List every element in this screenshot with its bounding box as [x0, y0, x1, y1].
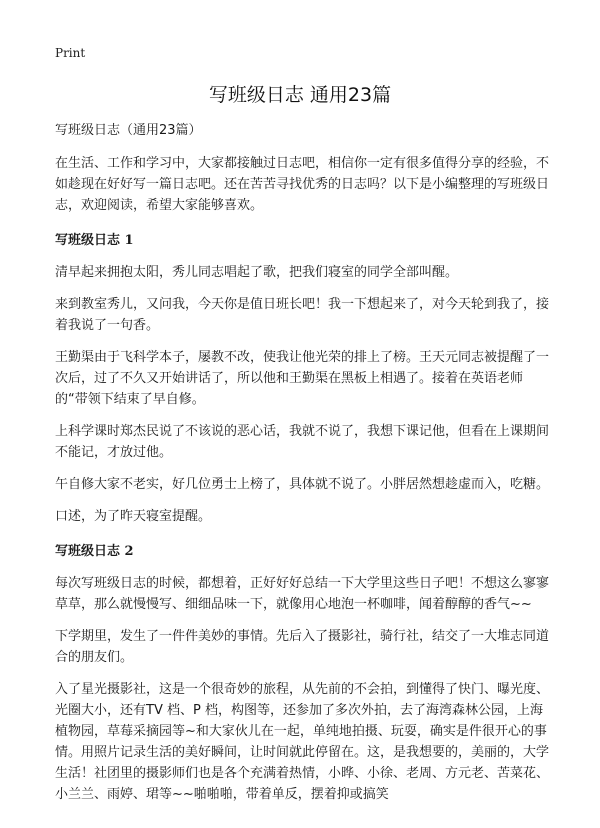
paragraph: 午自修大家不老实，好几位勇士上榜了，具体就不说了。小胖居然想趁虚而入，吃糖。: [55, 477, 550, 492]
print-link[interactable]: Print: [55, 46, 86, 60]
intro-paragraph: 在生活、工作和学习中，大家都接触过日志吧，相信你一定有很多值得分享的经验，不如趁现在好好写一篇日志吧。还在苦苦寻找优秀的日志吗？以下是小编整理的写班级日志，欢迎阅读，希望大家能够喜欢。: [55, 156, 550, 213]
paragraph: 下学期里，发生了一件件美妙的事情。先后入了摄影社，骑行社，结交了一大堆志同道合的朋友们。: [55, 629, 550, 665]
paragraph: 口述，为了昨天寝室提醒。: [55, 509, 212, 524]
paragraph: 入了星光摄影社，这是一个很奇妙的旅程，从先前的不会拍，到懂得了快门、曝光度、光圈大小，还有TV 档、P 档，构图等，还参加了多次外拍，去了海湾森林公园，上海植物园，草莓采摘园等~和大家伙儿在一起，单纯地拍摄、玩耍，确实是件很开心的事情。用照片记录生活的美好瞬间，让时间就此停留在。这，是我想要的，美丽的，大学生活！社团里的摄影师们也是各个充满着热情，小晔、小徐、老周、方元老、苦菜花、小兰兰、雨婷、珺等~~啪啪啪，带着单反，摆着抑或搞笑: [55, 682, 550, 802]
paragraph: 清早起来拥抱太阳，秀儿同志唱起了歌，把我们寝室的同学全部叫醒。: [55, 265, 459, 280]
section-heading-2: 写班级日志 2: [55, 544, 134, 559]
article-body: [55, 122, 550, 816]
paragraph: 上科学课时郑杰民说了不该说的恶心话，我就不说了，我想下课记他，但看在上课期间不能记，才放过他。: [55, 424, 550, 460]
section-heading-1: 写班级日志 1: [55, 233, 134, 248]
paragraph: 每次写班级日志的时候，都想着，正好好好总结一下大学里这些日子吧！不想这么寥寥草草，那么就慢慢写、细细品味一下，就像用心地泡一杯咖啡，闻着醇醇的香气~~: [55, 576, 550, 612]
page-title: 写班级日志 通用23篇: [208, 84, 392, 106]
paragraph: 王勤渠由于飞科学本子，屡教不改，使我让他光荣的排上了榜。王天元同志被提醒了一次后，过了不久又开始讲话了，所以他和王勤渠在黑板上相遇了。接着在英语老师的“带领下结束了早自修。: [55, 350, 550, 407]
paragraph: 来到教室秀儿，又问我，今天你是值日班长吧！我一下想起来了，对今天轮到我了，接着我说了一句香。: [55, 297, 550, 333]
article-subtitle: 写班级日志（通用23篇）: [55, 123, 202, 138]
